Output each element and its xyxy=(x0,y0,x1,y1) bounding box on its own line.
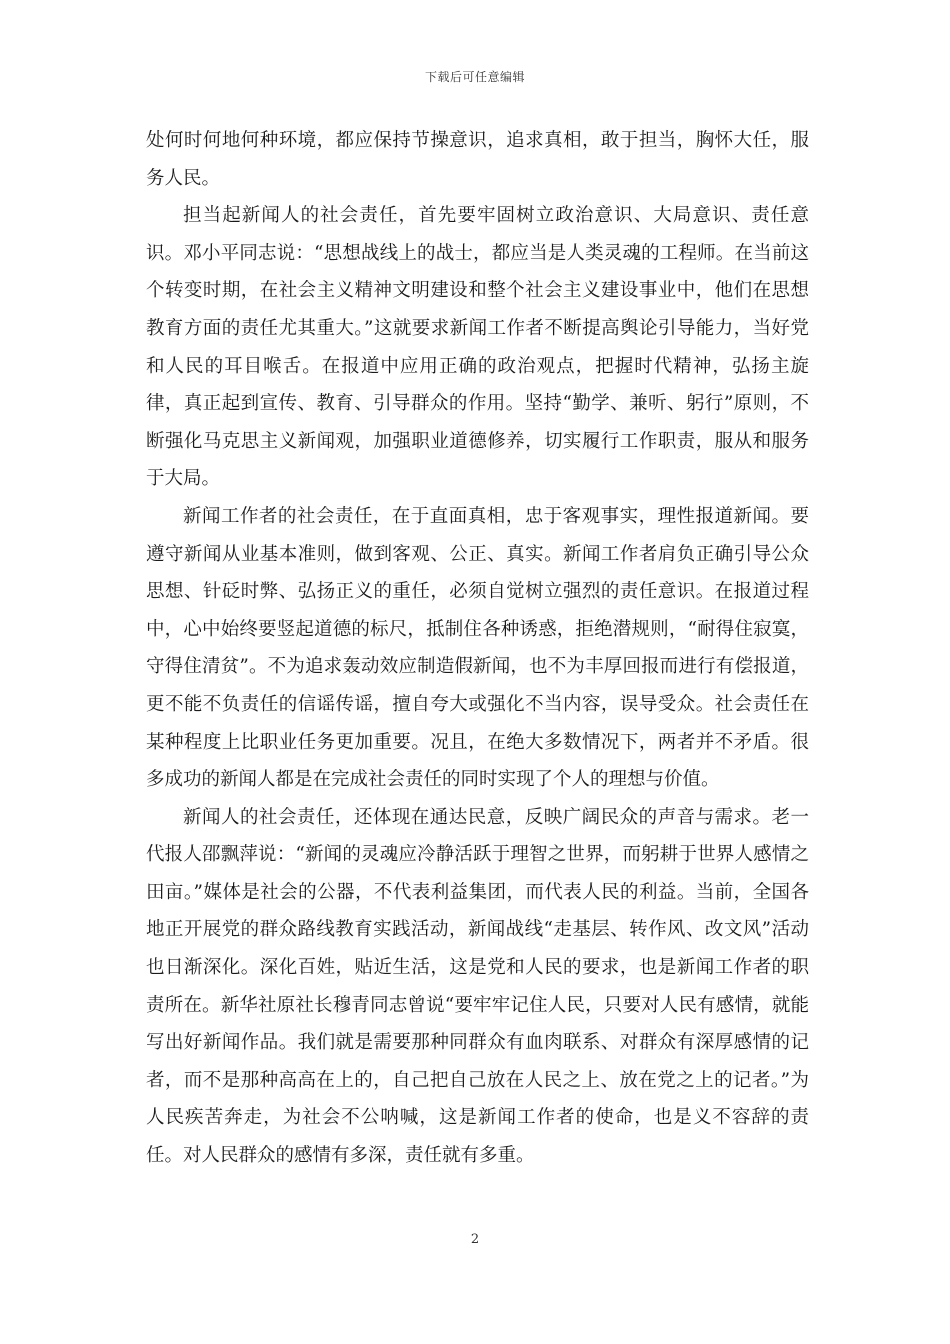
page-number: 2 xyxy=(470,1232,480,1247)
paragraph-public-opinion: 新闻人的社会责任，还体现在通达民意，反映广阔民众的声音与需求。老一代报人邵飘萍说：“新闻的灵魂应冷静活跃于理智之世界，而躬耕于世界人感情之田亩。”媒体是社会的公器，不代表利益集团，而代表人民的利益。当前，全国各地正开展党的群众路线教育实践活动，新闻战线“走基层、转作风、改文风”活动也日渐深化。深化百姓，贴近生活，这是党和人民的要求，也是新闻工作者的职责所在。新华社原社长穆青同志曾说“要牢牢记住人民，只要对人民有感情，就能写出好新闻作品。我们就是需要那种同群众有血肉联系、对群众有深厚感情的记者，而不是那种高高在上的，自己把自己放在人民之上、放在党之上的记者。”为人民疾苦奔走，为社会不公呐喊，这是新闻工作者的使命，也是义不容辞的责任。对人民群众的感情有多深，责任就有多重。 xyxy=(146,806,809,1167)
document-body xyxy=(146,122,809,1175)
page-header: 下载后可任意编辑 xyxy=(424,70,525,84)
paragraph-continuation: 处何时何地何种环境，都应保持节操意识，追求真相，敢于担当，胸怀大任，服务人民。 xyxy=(146,130,809,189)
paragraph-truth-facts: 新闻工作者的社会责任，在于直面真相，忠于客观事实，理性报道新闻。要遵守新闻从业基本准则，做到客观、公正、真实。新闻工作者肩负正确引导公众思想、针砭时弊、弘扬正义的重任，必须自觉树立强烈的责任意识。在报道过程中，心中始终要竖起道德的标尺，抵制住各种诱惑，拒绝潜规则，“耐得住寂寞，守得住清贫”。不为追求轰动效应制造假新闻，也不为丰厚回报而进行有偿报道，更不能不负责任的信谣传谣，擅自夸大或强化不当内容，误导受众。社会责任在某种程度上比职业任务更加重要。况且，在绝大多数情况下，两者并不矛盾。很多成功的新闻人都是在完成社会责任的同时实现了个人的理想与价值。 xyxy=(146,505,809,791)
paragraph-political-awareness: 担当起新闻人的社会责任，首先要牢固树立政治意识、大局意识、责任意识。邓小平同志说：“思想战线上的战士，都应当是人类灵魂的工程师。在当前这个转变时期，在社会主义精神文明建设和整个社会主义建设事业中，他们在思想教育方面的责任尤其重大。”这就要求新闻工作者不断提高舆论引导能力，当好党和人民的耳目喉舌。在报道中应用正确的政治观点，把握时代精神，弘扬主旋律，真正起到宣传、教育、引导群众的作用。坚持“勤学、兼听、躬行”原则，不断强化马克思主义新闻观，加强职业道德修养，切实履行工作职责，服从和服务于大局。 xyxy=(146,205,809,490)
